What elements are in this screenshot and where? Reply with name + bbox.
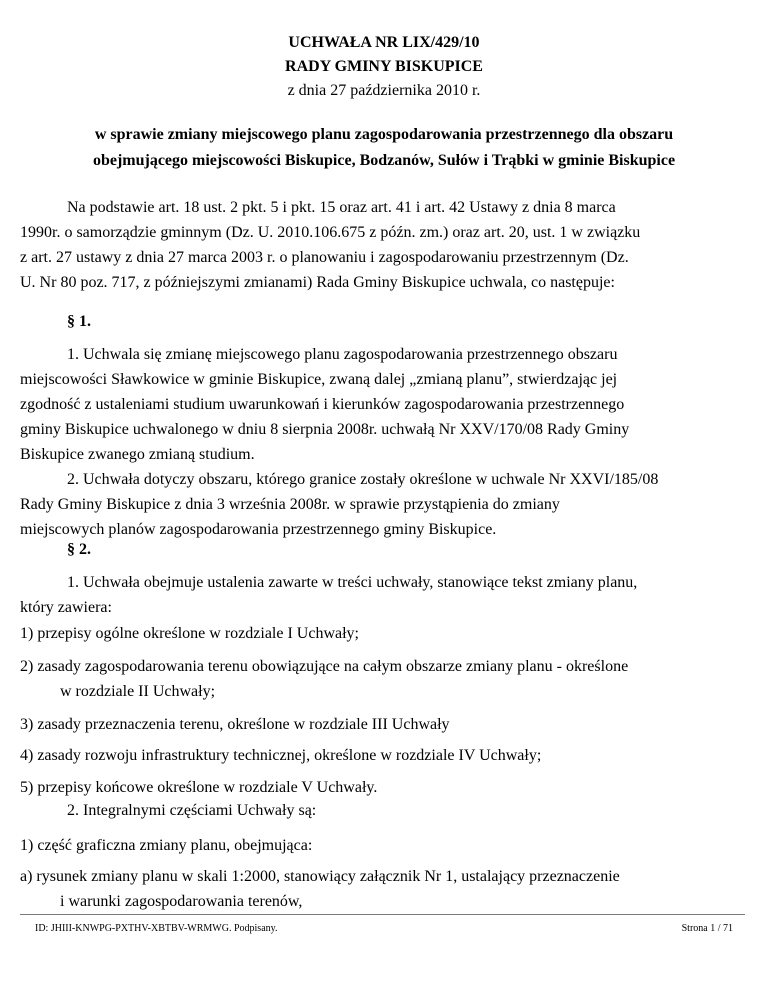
list-item-line-1: 2) zasady zagospodarowania terenu obowiązujące na całym obszarze zmiany planu - określone [20,658,629,675]
list-item-line-2: i warunki zagospodarowania terenów, [60,893,303,910]
document-id: ID: JHIII-KNWPG-PXTHV-XBTBV-WRMWG. Podpisany. [35,923,278,934]
list-item [20,654,745,704]
resolution-date: z dnia 27 października 2010 r. [287,82,481,99]
section-1-paragraph-1 [20,342,745,467]
list-item: 1) część graficzna zmiany planu, obejmująca: [20,837,313,854]
subject-title [20,122,748,174]
section-2-paragraph-1 [20,570,745,620]
section-2-paragraph-2: 2. Integralnymi częściami Uchwały są: [67,802,317,819]
section-2-heading: § 2. [67,541,91,558]
list-item: 1) przepisy ogólne określone w rozdziale I Uchwały; [20,625,359,642]
s1-p1-line-5: Biskupice zwanego zmianą studium. [20,446,255,463]
subject-line-2: obejmującego miejscowości Biskupice, Bodzanów, Sułów i Trąbki w gminie Biskupice [92,152,676,169]
s1-p2-line-3: miejscowych planów zagospodarowania przestrzennego gminy Biskupice. [20,521,497,538]
s1-p1-line-1: 1. Uchwala się zmianę miejscowego planu zagospodarowania przestrzennego obszaru [67,346,618,363]
subject-line-1: w sprawie zmiany miejscowego planu zagospodarowania przestrzennego dla obszaru [94,126,674,143]
s2-p1-line-2: który zawiera: [20,599,112,616]
footer-divider [20,914,745,915]
list-item-line-1: a) rysunek zmiany planu w skali 1:2000, stanowiący załącznik Nr 1, ustalający przeznaczenie [20,868,620,885]
resolution-number: UCHWAŁA NR LIX/429/10 [288,34,480,51]
s2-p1-line-1: 1. Uchwała obejmuje ustalenia zawarte w treści uchwały, stanowiące tekst zmiany planu, [67,574,638,591]
s1-p2-line-2: Rady Gminy Biskupice z dnia 3 września 2008r. w sprawie przystąpienia do zmiany [20,496,560,513]
list-item: 3) zasady przeznaczenia terenu, określone w rozdziale III Uchwały [20,716,450,733]
preamble-line-3: z art. 27 ustawy z dnia 27 marca 2003 r. o planowaniu i zagospodarowaniu przestrzennym (Dz. [20,249,629,266]
preamble-line-2: 1990r. o samorządzie gminnym (Dz. U. 2010.106.675 z późn. zm.) oraz art. 20, ust. 1 w związku [20,224,641,241]
s1-p1-line-3: zgodność z ustaleniami studium uwarunkowań i kierunków zagospodarowania przestrzennego [20,396,625,413]
list-item: 5) przepisy końcowe określone w rozdziale V Uchwały. [20,779,378,796]
page-number: Strona 1 / 71 [681,923,733,934]
preamble-line-1: Na podstawie art. 18 ust. 2 pkt. 5 i pkt. 15 oraz art. 41 i art. 42 Ustawy z dnia 8 marca [67,199,616,216]
list-item: 4) zasady rozwoju infrastruktury technicznej, określone w rozdziale IV Uchwały; [20,747,542,764]
council-name: RADY GMINY BISKUPICE [285,58,483,75]
s1-p2-line-1: 2. Uchwała dotyczy obszaru, którego granice zostały określone w uchwale Nr XXVI/185/08 [67,471,659,488]
preamble [20,195,745,295]
section-1-heading: § 1. [67,313,91,330]
preamble-line-4: U. Nr 80 poz. 717, z późniejszymi zmianami) Rada Gminy Biskupice uchwala, co następuje: [20,274,615,291]
list-item [20,864,745,914]
list-item-line-2: w rozdziale II Uchwały; [60,683,216,700]
section-1-paragraph-2 [20,467,745,542]
s1-p1-line-4: gminy Biskupice uchwalonego w dniu 8 sierpnia 2008r. uchwałą Nr XXV/170/08 Rady Gminy [20,421,630,438]
s1-p1-line-2: miejscowości Sławkowice w gminie Biskupice, zwaną dalej „zmianą planu”, stwierdzając jej [20,371,618,388]
